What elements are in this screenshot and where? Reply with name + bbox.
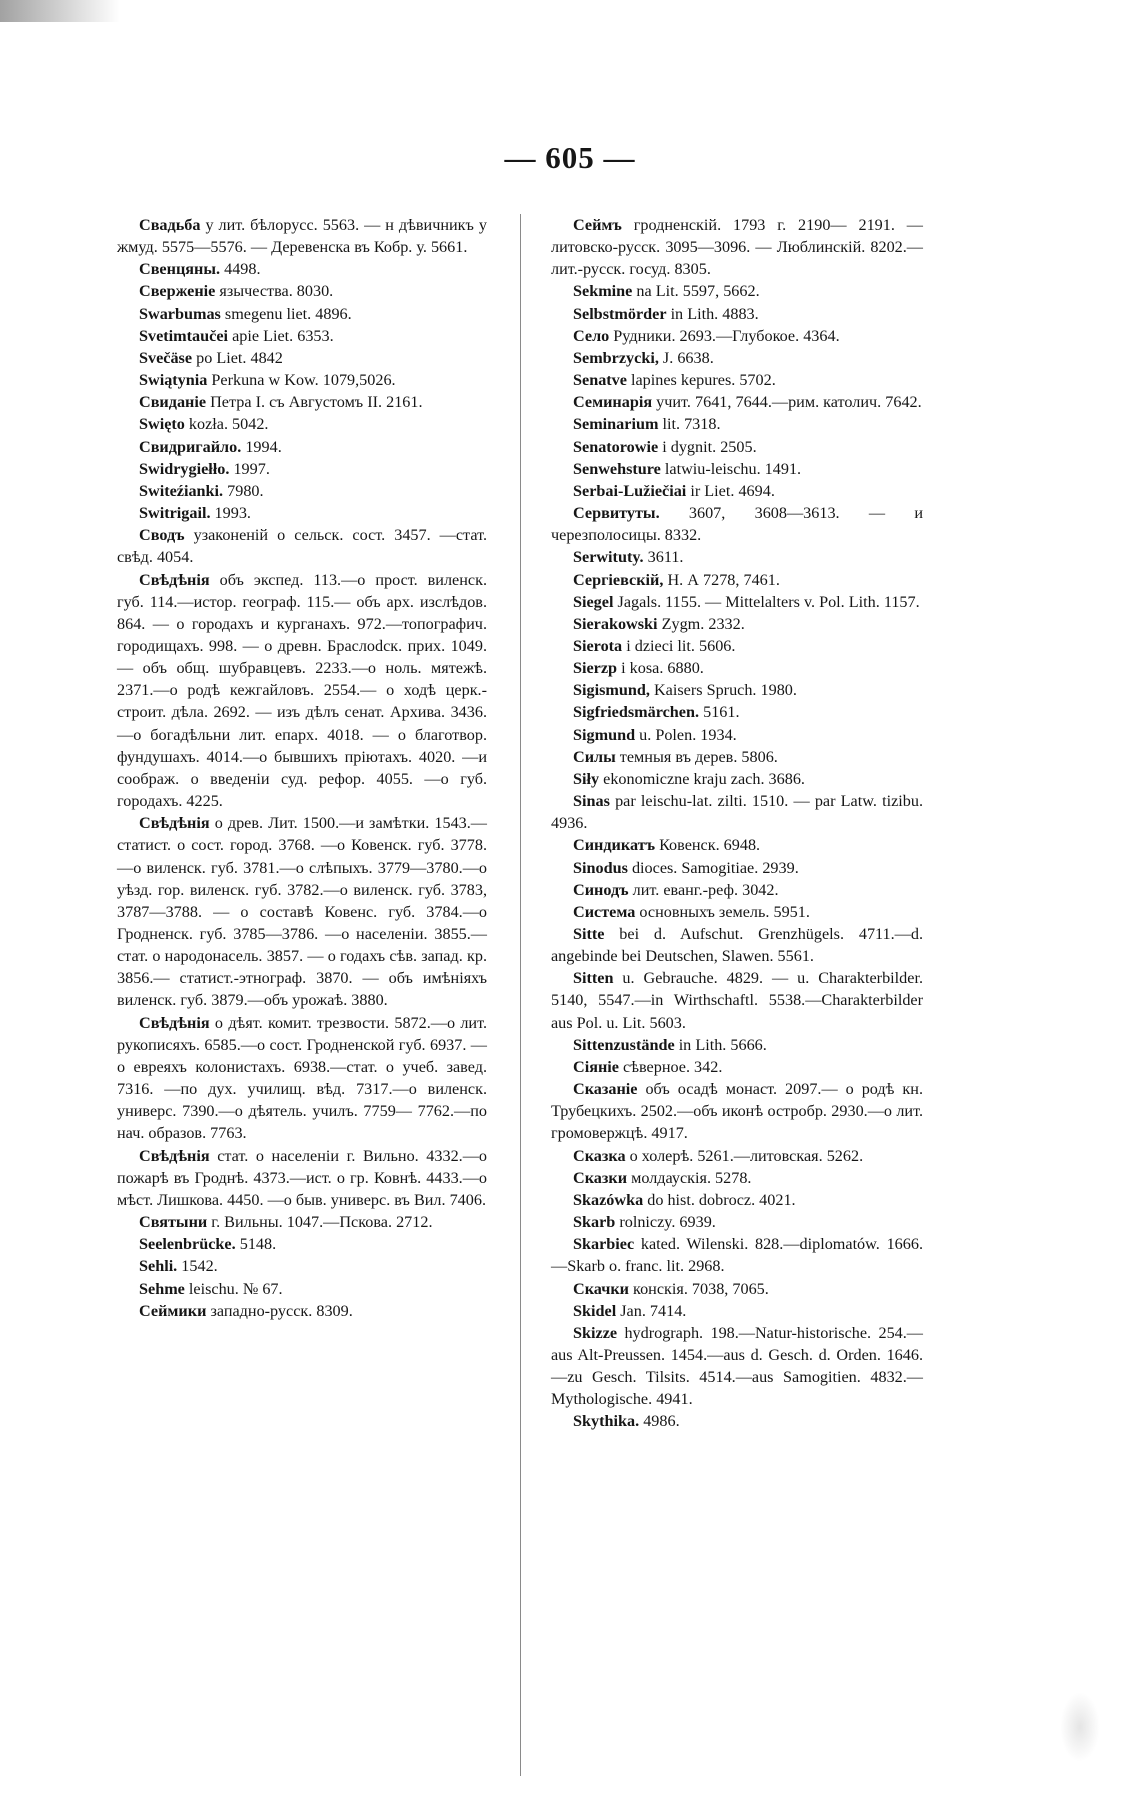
entry-references: ekonomiczne kraju zach. 3686. bbox=[599, 769, 805, 788]
entry-references: Jan. 7414. bbox=[616, 1301, 687, 1320]
entry-headword: Siegel bbox=[573, 592, 614, 611]
entry-headword: Синодъ bbox=[573, 880, 629, 899]
index-entry bbox=[117, 347, 487, 369]
entry-headword: Sittenzustände bbox=[573, 1035, 675, 1054]
entry-references: ir Liet. 4694. bbox=[686, 481, 775, 500]
entry-references: основныхъ земель. 5951. bbox=[635, 902, 810, 921]
index-entry bbox=[117, 812, 487, 1011]
entry-headword: Sehme bbox=[139, 1279, 185, 1298]
entry-references: Петра I. съ Августомъ II. 2161. bbox=[206, 393, 423, 412]
entry-references: bei d. Aufschut. Grenzhügels. 4711.—d. angebinde bei Deutschen, Slawen. 5561. bbox=[551, 925, 923, 966]
entry-references: объ осадѣ монаст. 2097.— о родѣ кн. Трубецкихъ. 2502.—объ иконѣ остробр. 2930.—о лит. громовержцѣ. 4917. bbox=[551, 1080, 923, 1143]
entry-headword: Sitte bbox=[573, 925, 605, 943]
index-entry bbox=[551, 391, 923, 413]
entry-references: 5161. bbox=[699, 703, 740, 722]
index-entry bbox=[117, 1255, 487, 1277]
entry-headword: Sigismund, bbox=[573, 681, 650, 700]
entry-headword: Свѣдѣнія bbox=[139, 814, 210, 833]
entry-references: язычества. 8030. bbox=[215, 282, 334, 301]
entry-headword: Skizze bbox=[573, 1323, 618, 1342]
entry-references: 1994. bbox=[241, 437, 282, 456]
entry-headword: Selbstmörder bbox=[573, 304, 667, 323]
entry-headword: Синдикатъ bbox=[573, 836, 656, 855]
index-entry bbox=[551, 1034, 923, 1056]
entry-headword: Sembrzycki, bbox=[573, 348, 659, 367]
entry-references: lapines kepures. 5702. bbox=[626, 371, 776, 390]
index-entry bbox=[117, 391, 487, 413]
index-entry bbox=[551, 369, 923, 391]
entry-headword: Система bbox=[573, 902, 636, 921]
index-entry bbox=[551, 879, 923, 901]
entry-references: гродненскій. 1793 г. 2190— 2191. — литовско-русск. 3095—3096. — Люблинскій. 8202.—лит.-русск. госуд. 8305. bbox=[551, 216, 923, 279]
scan-smudge bbox=[1060, 1692, 1100, 1762]
entry-headword: Switeźianki. bbox=[139, 481, 224, 500]
index-entry bbox=[117, 436, 487, 458]
entry-references: 1997. bbox=[229, 459, 270, 478]
index-entry bbox=[551, 303, 923, 325]
index-entry bbox=[551, 834, 923, 856]
index-entry bbox=[551, 214, 923, 280]
entry-headword: Skythika. bbox=[573, 1412, 640, 1431]
entry-headword: Seminarium bbox=[573, 415, 659, 434]
entry-headword: Swidrygiełło. bbox=[139, 459, 230, 478]
entry-references: J. 6638. bbox=[658, 348, 714, 367]
entry-headword: Sehli. bbox=[139, 1257, 178, 1276]
entry-references: par leischu-lat. zilti. 1510. — par Latw. tizibu. 4936. bbox=[551, 792, 923, 833]
entry-references: стат. о населеніи г. Вильно. 4332.—о пожарѣ въ Гроднѣ. 4373.—ист. о гр. Ковнѣ. 4433.—о мѣст. Лишкова. 4450. —о быв. универс. въ Вил. 7406. bbox=[117, 1146, 487, 1209]
entry-references: темныя въ дерев. 5806. bbox=[615, 747, 778, 766]
entry-headword: Sigmund bbox=[573, 725, 636, 744]
index-entry bbox=[551, 1211, 923, 1233]
entry-references: i dzieci lit. 5606. bbox=[622, 636, 736, 655]
entry-references: rolniczy. 6939. bbox=[615, 1213, 716, 1232]
entry-headword: Switrigail. bbox=[139, 504, 211, 523]
index-entry bbox=[551, 701, 923, 723]
entry-headword: Skarbiec bbox=[573, 1235, 635, 1254]
scan-corner-mark bbox=[0, 0, 120, 22]
entry-headword: Сеймики bbox=[139, 1301, 207, 1320]
entry-references: kated. Wilenski. 828.—diplomatów. 1666.—Skarb o. franc. lit. 2968. bbox=[551, 1235, 923, 1276]
index-entry bbox=[551, 546, 923, 568]
entry-references: u. Gebrauche. 4829. — u. Charakterbilder. 5140, 5547.—in Wirthschaftl. 5538.—Charakterbilder aus Pol. u. Lit. 5603. bbox=[551, 969, 923, 1032]
entry-references: 7980. bbox=[223, 481, 264, 500]
entry-references: lit. 7318. bbox=[658, 415, 721, 434]
index-entry bbox=[551, 280, 923, 302]
entry-headword: Swiątynia bbox=[139, 371, 208, 390]
entry-headword: Svečäse bbox=[139, 348, 193, 367]
right-column bbox=[551, 214, 923, 1433]
entry-references: Н. А 7278, 7461. bbox=[663, 570, 780, 589]
index-entry bbox=[551, 724, 923, 746]
entry-headword: Село bbox=[573, 326, 610, 345]
index-entry bbox=[551, 657, 923, 679]
index-entry bbox=[117, 1012, 487, 1145]
entry-headword: Swarbumas bbox=[139, 304, 221, 323]
index-entry bbox=[117, 280, 487, 302]
entry-headword: Сводъ bbox=[139, 526, 185, 545]
page-number: — 605 — bbox=[504, 140, 636, 175]
entry-headword: Sitten bbox=[573, 969, 614, 988]
entry-references: молдаускія. 5278. bbox=[627, 1168, 752, 1187]
entry-headword: Сказаніе bbox=[573, 1080, 638, 1099]
entry-references: Ковенск. 6948. bbox=[655, 836, 761, 855]
index-entry bbox=[551, 679, 923, 701]
entry-headword: Swięto bbox=[139, 415, 185, 434]
left-column bbox=[117, 214, 487, 1322]
entry-headword: Sierzp bbox=[573, 659, 618, 678]
entry-references: учит. 7641, 7644.—рим. католич. 7642. bbox=[652, 393, 922, 412]
entry-references: i dygnit. 2505. bbox=[658, 437, 757, 456]
entry-references: 1542. bbox=[177, 1257, 218, 1276]
index-entry bbox=[117, 413, 487, 435]
entry-references: in Lith. 4883. bbox=[666, 304, 759, 323]
index-entry bbox=[117, 258, 487, 280]
index-entry bbox=[551, 790, 923, 834]
index-entry bbox=[551, 967, 923, 1033]
entry-references: Zygm. 2332. bbox=[657, 614, 745, 633]
entry-headword: Seelenbrücke. bbox=[139, 1235, 236, 1254]
index-entry bbox=[551, 413, 923, 435]
entry-headword: Сказка bbox=[573, 1146, 626, 1165]
index-entry bbox=[551, 768, 923, 790]
index-entry bbox=[551, 1056, 923, 1078]
index-entry bbox=[551, 1233, 923, 1277]
entry-references: leischu. № 67. bbox=[184, 1279, 283, 1298]
entry-headword: Сервитуты. bbox=[573, 504, 660, 523]
entry-references: kozła. 5042. bbox=[184, 415, 269, 434]
index-entry bbox=[551, 591, 923, 613]
entry-headword: Skazówka bbox=[573, 1190, 644, 1209]
entry-headword: Сказки bbox=[573, 1168, 628, 1187]
entry-headword: Sigfriedsmärchen. bbox=[573, 703, 700, 722]
entry-headword: Святыни bbox=[139, 1213, 208, 1232]
entry-headword: Сіяніе bbox=[573, 1057, 619, 1076]
index-entry bbox=[117, 303, 487, 325]
entry-references: Рудники. 2693.—Глубокое. 4364. bbox=[609, 326, 840, 345]
index-entry bbox=[117, 369, 487, 391]
index-entry bbox=[551, 857, 923, 879]
entry-references: Jagals. 1155. — Mittelalters v. Pol. Lith. 1157. bbox=[613, 592, 920, 611]
index-entry bbox=[117, 1278, 487, 1300]
entry-references: 3611. bbox=[643, 548, 684, 567]
index-entry bbox=[551, 901, 923, 923]
entry-headword: Скачки bbox=[573, 1279, 629, 1298]
index-entry bbox=[117, 569, 487, 813]
column-divider bbox=[520, 214, 521, 1776]
index-entry bbox=[551, 502, 923, 546]
index-entry bbox=[117, 1211, 487, 1233]
index-entry bbox=[117, 480, 487, 502]
entry-references: po Liet. 4842 bbox=[192, 348, 283, 367]
entry-references: apie Liet. 6353. bbox=[228, 326, 334, 345]
entry-references: smegenu liet. 4896. bbox=[220, 304, 352, 323]
index-entry bbox=[117, 458, 487, 480]
entry-references: do hist. dobrocz. 4021. bbox=[643, 1190, 796, 1209]
entry-headword: Sierakowski bbox=[573, 614, 658, 633]
entry-headword: Sekmine bbox=[573, 282, 633, 301]
entry-headword: Svetimtaučei bbox=[139, 326, 229, 345]
entry-references: u. Polen. 1934. bbox=[635, 725, 737, 744]
entry-references: na Lit. 5597, 5662. bbox=[632, 282, 760, 301]
entry-headword: Senwehsture bbox=[573, 459, 661, 478]
entry-headword: Свѣдѣнія bbox=[139, 1146, 210, 1165]
index-entry bbox=[117, 1233, 487, 1255]
entry-headword: Siły bbox=[573, 769, 600, 788]
entry-headword: Skidel bbox=[573, 1301, 617, 1320]
entry-headword: Силы bbox=[573, 747, 616, 766]
index-entry bbox=[117, 214, 487, 258]
entry-headword: Сверженіе bbox=[139, 282, 216, 301]
entry-headword: Sinodus bbox=[573, 858, 628, 877]
entry-headword: Senatve bbox=[573, 371, 627, 390]
index-entry bbox=[551, 569, 923, 591]
entry-headword: Свидригайло. bbox=[139, 437, 242, 456]
entry-headword: Сергіевскій, bbox=[573, 570, 664, 589]
entry-references: dioces. Samogitiae. 2939. bbox=[627, 858, 799, 877]
entry-references: сѣверное. 342. bbox=[618, 1057, 723, 1076]
entry-references: Perkuna w Kow. 1079,5026. bbox=[207, 371, 396, 390]
entry-references: 4986. bbox=[639, 1412, 680, 1431]
index-entry bbox=[551, 746, 923, 768]
entry-headword: Свѣдѣнія bbox=[139, 1013, 210, 1032]
entry-headword: Семинарія bbox=[573, 393, 653, 412]
entry-references: 1993. bbox=[210, 504, 251, 523]
entry-headword: Свѣдѣнія bbox=[139, 570, 210, 589]
index-entry bbox=[551, 1145, 923, 1167]
index-entry bbox=[117, 325, 487, 347]
index-entry bbox=[551, 613, 923, 635]
index-entry bbox=[551, 325, 923, 347]
entry-references: западно-русск. 8309. bbox=[206, 1301, 353, 1320]
entry-references: i kosa. 6880. bbox=[617, 659, 704, 678]
entry-references: лит. еванг.-реф. 3042. bbox=[628, 880, 779, 899]
entry-references: latwiu-leischu. 1491. bbox=[660, 459, 802, 478]
entry-references: 5148. bbox=[235, 1235, 277, 1254]
index-entry bbox=[551, 458, 923, 480]
entry-headword: Свадьба bbox=[139, 216, 201, 234]
index-entry bbox=[117, 524, 487, 568]
entry-references: in Lith. 5666. bbox=[674, 1035, 767, 1054]
entry-headword: Сеймъ bbox=[573, 216, 622, 234]
entry-headword: Skarb bbox=[573, 1213, 616, 1232]
entry-references: о древ. Лит. 1500.—и замѣтки. 1543.—статист. о сост. город. 3768. —о Ковенск. губ. 3778.—о виленск. губ. 3781.—о слѣпыхъ. 3779—3780.—о уѣзд. гор. виленск. губ. 3782.—о виленск. губ. 3783, 3787—3788. — о составѣ Ковенс. губ. 3784.—о Гродненск. губ. 3785—3786. —о населеніи. 3855.—стат. о народонасель. 3857. — о годахъ сѣв. запад. кр. 3856.— статист.-этнограф. 3870. — объ имѣніяхъ виленск. губ. 3879.—объ урожаѣ. 3880. bbox=[117, 814, 487, 1010]
entry-headword: Свиданіе bbox=[139, 393, 207, 412]
index-entry bbox=[117, 502, 487, 524]
index-entry bbox=[551, 436, 923, 458]
index-entry bbox=[551, 480, 923, 502]
entry-headword: Serbai-Lužiečiai bbox=[573, 481, 687, 500]
entry-headword: Serwituty. bbox=[573, 548, 644, 567]
entry-references: о холерѣ. 5261.—литовская. 5262. bbox=[625, 1146, 864, 1165]
entry-references: hydrograph. 198.—Natur-historische. 254.—aus Alt-Preussen. 1454.—aus d. Gesch. d. Orden. 1646.—zu Gesch. Tilsits. 4514.—aus Samogitien. 4832.—Mythologische. 4941. bbox=[551, 1323, 923, 1409]
entry-references: 3607, 3608—3613. — и черезполосицы. 8332. bbox=[551, 504, 923, 545]
index-entry bbox=[551, 1322, 923, 1411]
index-entry bbox=[117, 1145, 487, 1211]
entry-references: у лит. бѣлорусс. 5563. — н дѣвичникъ у жмуд. 5575—5576. — Деревенска въ Кобр. у. 5661. bbox=[117, 216, 487, 257]
index-entry bbox=[551, 347, 923, 369]
entry-headword: Sierota bbox=[573, 636, 623, 655]
entry-references: 4498. bbox=[220, 260, 261, 279]
entry-references: объ экспед. 113.—о прост. виленск. губ. 114.—истор. географ. 115.— объ арх. изслѣдов. 864. — о городахъ и курганахъ. 972.—топографич. городищахъ. 998. — о древн. Браслоdск. прих. 1049.— объ общ. шубравцевъ. 2233.—о ноль. мятежѣ. 2371.—о родѣ кежгайловъ. 2554.— о ходѣ церк.-строит. дѣла. 2692. — изъ дѣлъ сенат. Архива. 3436.—о богадѣльни лит. епарх. 4018. — о благотвор. фундушахъ. 4014.—о бывшихъ пріютахъ. 4020. —и соображ. о введеніи суд. рефор. 4055. —о губ. городахъ. 4225. bbox=[117, 570, 487, 811]
entry-headword: Свенцяны. bbox=[139, 260, 221, 279]
entry-references: о дѣят. комит. трезвости. 5872.—о лит. рукописяхъ. 6585.—о сост. Гродненской губ. 6937. — о евреяхъ колонистахъ. 6938.—стат. о учеб. завед. 7316. —по дух. училищ. вѣд. 7317.—о виленск. универс. 7390.—о дѣятель. училъ. 7759— 7762.—по нач. образов. 7763. bbox=[117, 1013, 487, 1143]
index-entry bbox=[551, 1167, 923, 1189]
entry-references: Kaisers Spruch. 1980. bbox=[649, 681, 797, 700]
entry-references: узаконеній о сельск. сост. 3457. —стат. свѣд. 4054. bbox=[117, 526, 487, 567]
index-entry bbox=[551, 635, 923, 657]
index-entry bbox=[551, 1189, 923, 1211]
index-entry bbox=[551, 1410, 923, 1432]
index-entry bbox=[117, 1300, 487, 1322]
entry-references: конскія. 7038, 7065. bbox=[629, 1279, 769, 1298]
index-entry bbox=[551, 1300, 923, 1322]
index-entry bbox=[551, 1278, 923, 1300]
entry-headword: Sinas bbox=[573, 792, 610, 811]
index-entry bbox=[551, 1078, 923, 1144]
entry-headword: Senatorowie bbox=[573, 437, 659, 456]
index-entry bbox=[551, 923, 923, 967]
entry-references: г. Вильны. 1047.—Пскова. 2712. bbox=[207, 1213, 433, 1232]
